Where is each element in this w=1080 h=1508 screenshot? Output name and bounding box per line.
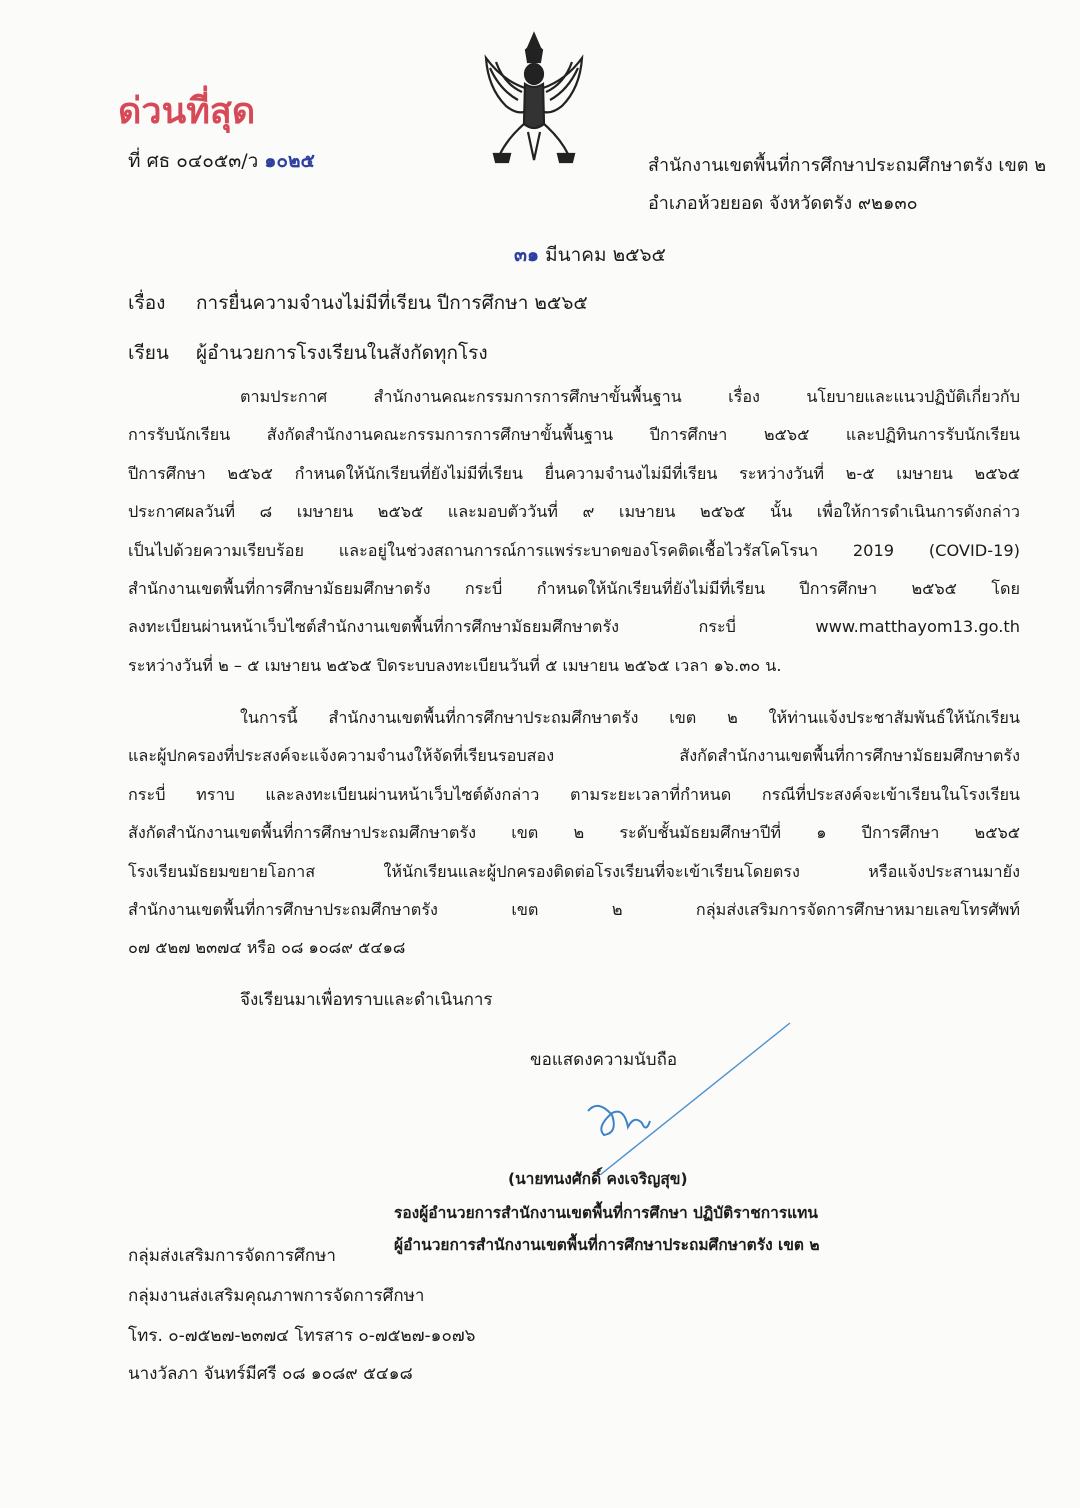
subject-label: เรื่อง: [128, 292, 166, 314]
paragraph-line: ลงทะเบียนผ่านหน้าเว็บไซต์สำนักงานเขตพื้นที่การศึกษามัธยมศึกษาตรัง กระบี่ www.matthayom13.go.th: [128, 617, 1020, 637]
body-paragraph-1: [128, 378, 1020, 685]
signer-title-line-2: ผู้อำนวยการสำนักงานเขตพื้นที่การศึกษาประถมศึกษาตรัง เขต ๒: [394, 1236, 820, 1254]
signer-title-line-1: รองผู้อำนวยการสำนักงานเขตพื้นที่การศึกษา ปฏิบัติราชการแทน: [394, 1204, 818, 1222]
body-paragraph-2: [128, 699, 1020, 968]
urgency-stamp: ด่วนที่สุด: [118, 91, 256, 132]
paragraph-line: ปีการศึกษา ๒๕๖๕ กำหนดให้นักเรียนที่ยังไม่มีที่เรียน ยื่นความจำนงไม่มีที่เรียน ระหว่างวันที่ ๒-๕ เมษายน ๒๕๖๕: [128, 463, 1020, 483]
office-address: อำเภอห้วยยอด จังหวัดตรัง ๙๒๑๓๐: [648, 193, 918, 214]
footer-section: กลุ่มงานส่งเสริมคุณภาพการจัดการศึกษา: [128, 1286, 425, 1306]
regards-text: ขอแสดงความนับถือ: [530, 1050, 678, 1070]
paragraph-line: เป็นไปด้วยความเรียบร้อย และอยู่ในช่วงสถานการณ์การแพร่ระบาดของโรคติดเชื้อไวรัสโคโรนา 2019 (COVID-19): [128, 540, 1020, 560]
signature-scribble-icon: [500, 1015, 810, 1175]
letter-date: [514, 240, 666, 270]
paragraph-line: โรงเรียนมัธยมขยายโอกาส ให้นักเรียนและผู้ปกครองติดต่อโรงเรียนที่จะเข้าเรียนโดยตรง หรือแจ้งประสานมายัง: [128, 861, 1020, 881]
paragraph-line: ระหว่างวันที่ ๒ – ๕ เมษายน ๒๕๖๕ ปิดระบบลงทะเบียนวันที่ ๕ เมษายน ๒๕๖๕ เวลา ๑๖.๓๐ น.: [128, 655, 782, 675]
subject-text: การยื่นความจำนงไม่มีที่เรียน ปีการศึกษา ๒๕๖๕: [196, 292, 588, 314]
subject-line: [128, 288, 588, 318]
recipient-label: เรียน: [128, 342, 169, 364]
paragraph-line: สำนักงานเขตพื้นที่การศึกษาประถมศึกษาตรัง เขต ๒ กลุ่มส่งเสริมการจัดการศึกษาหมายเลขโทรศัพท์: [128, 900, 1020, 920]
paragraph-line: การรับนักเรียน สังกัดสำนักงานคณะกรรมการการศึกษาขั้นพื้นฐาน ปีการศึกษา ๒๕๖๕ และปฏิทินการรับนักเรียน: [128, 425, 1020, 445]
paragraph-line: สังกัดสำนักงานเขตพื้นที่การศึกษาประถมศึกษาตรัง เขต ๒ ระดับชั้นมัธยมศึกษาปีที่ ๑ ปีการศึกษา ๒๕๖๕: [128, 823, 1020, 843]
footer-phone-fax: โทร. ๐-๗๕๒๗-๒๓๗๔ โทรสาร ๐-๗๕๒๗-๑๐๗๖: [128, 1326, 476, 1346]
paragraph-line: กระบี่ ทราบ และลงทะเบียนผ่านหน้าเว็บไซต์ดังกล่าว ตามระยะเวลาที่กำหนด กรณีที่ประสงค์จะเข้าเรียนในโรงเรียน: [128, 784, 1020, 804]
date-day-handwritten: ๓๑: [514, 244, 540, 266]
recipient-text: ผู้อำนวยการโรงเรียนในสังกัดทุกโรง: [196, 342, 488, 364]
document-number-prefix: ที่ ศธ ๐๔๐๕๓/ว: [128, 150, 259, 172]
office-name: สำนักงานเขตพื้นที่การศึกษาประถมศึกษาตรัง เขต ๒: [648, 155, 1047, 176]
date-month-year: มีนาคม ๒๕๖๕: [545, 244, 666, 266]
paragraph-line: ตามประกาศ สำนักงานคณะกรรมการการศึกษาขั้นพื้นฐาน เรื่อง นโยบายและแนวปฏิบัติเกี่ยวกับ: [240, 387, 1020, 406]
garuda-emblem-icon: [478, 28, 590, 168]
document-number-handwritten: ๑๐๒๕: [264, 150, 315, 172]
paragraph-line: ประกาศผลวันที่ ๘ เมษายน ๒๕๖๕ และมอบตัววันที่ ๙ เมษายน ๒๕๖๕ นั้น เพื่อให้การดำเนินการดังกล่าว: [128, 502, 1020, 522]
paragraph-line: และผู้ปกครองที่ประสงค์จะแจ้งความจำนงให้จัดที่เรียนรอบสอง สังกัดสำนักงานเขตพื้นที่การศึกษามัธยมศึกษาตรัง: [128, 746, 1020, 766]
paragraph-line: ในการนี้ สำนักงานเขตพื้นที่การศึกษาประถมศึกษาตรัง เขต ๒ ให้ท่านแจ้งประชาสัมพันธ์ให้นักเรียน: [240, 708, 1020, 727]
document-number: [128, 146, 315, 176]
paragraph-line: สำนักงานเขตพื้นที่การศึกษามัธยมศึกษาตรัง กระบี่ กำหนดให้นักเรียนที่ยังไม่มีที่เรียน ปีการศึกษา ๒๕๖๕ โดย: [128, 579, 1020, 599]
recipient-line: [128, 338, 488, 368]
closing-text: จึงเรียนมาเพื่อทราบและดำเนินการ: [240, 990, 493, 1010]
paragraph-line: ๐๗ ๕๒๗ ๒๓๗๔ หรือ ๐๘ ๑๐๘๙ ๕๔๑๘: [128, 938, 406, 958]
footer-contact-person: นางวัลภา จันทร์มีศรี ๐๘ ๑๐๘๙ ๕๔๑๘: [128, 1364, 413, 1384]
signer-name: (นายทนงศักดิ์ คงเจริญสุข): [508, 1170, 688, 1188]
footer-department: กลุ่มส่งเสริมการจัดการศึกษา: [128, 1246, 336, 1266]
